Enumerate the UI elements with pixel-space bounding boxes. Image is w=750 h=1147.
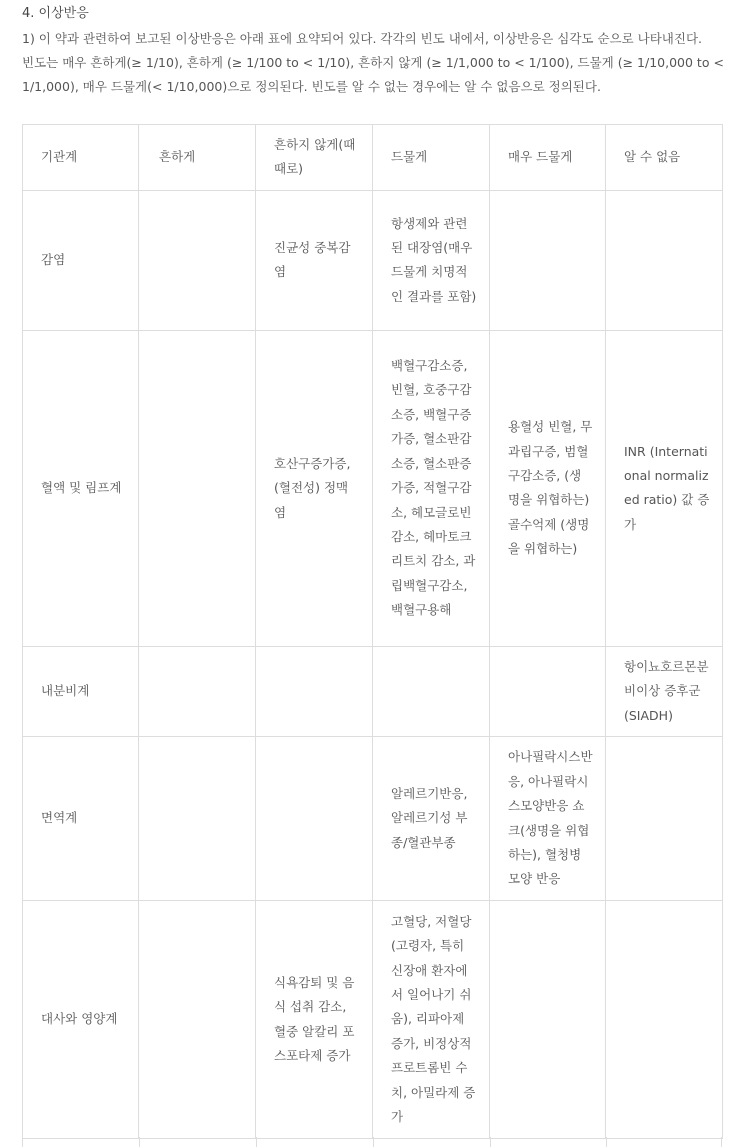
table-row [23, 330, 723, 646]
cell-rare: 고혈당, 저혈당 (고령자, 특히 신장애 환자에서 일어나기 쉬움), 리파아제 증가, 비정상적 프로트롬빈 수치, 아밀라제 증가 [373, 901, 490, 1139]
next-table-row-partial [22, 1137, 722, 1147]
cell-organ: 대사와 영양계 [23, 901, 139, 1139]
cell-unknown: INR (International normalized ratio) 값 증가 [606, 330, 723, 646]
header-unknown: 알 수 없음 [606, 125, 723, 191]
table-row [23, 190, 723, 330]
cell-common [139, 737, 256, 901]
cell-unknown [606, 901, 723, 1139]
section-intro-paragraph: 1) 이 약과 관련하여 보고된 이상반응은 아래 표에 요약되어 있다. 각각의 빈도 내에서, 이상반응은 심각도 순으로 나타내진다. 빈도는 매우 흔하게(≥ 1/10), 흔하게 (≥ 1/100 to < 1/10), 흔하지 않게 (≥ 1/1,000 to < 1/100), 드물게 (≥ 1/10,000 to < 1/1,000), 매우 드물게(< 1/10,000)으로 정의된다. 빈도를 알 수 없는 경우에는 알 수 없음으로 정의된다. [22, 31, 724, 94]
table-row [23, 646, 723, 736]
cell-rare: 알레르기반응, 알레르기성 부종/혈관부종 [373, 737, 490, 901]
cell-organ: 혈액 및 림프계 [23, 330, 139, 646]
header-rare: 드물게 [373, 125, 490, 191]
cell-organ: 감염 [23, 190, 139, 330]
cell-very-rare: 아나필락시스반응, 아나필락시스모양반응 쇼크(생명을 위협하는), 혈청병모양 반응 [490, 737, 606, 901]
adverse-reactions-table [22, 124, 723, 1139]
cell-common [139, 330, 256, 646]
cell-unknown: 항이뇨호르몬분비이상 증후군(SIADH) [606, 646, 723, 736]
table-row [23, 901, 723, 1139]
section-heading: 4. 이상반응 [22, 6, 89, 21]
cell-very-rare [490, 190, 606, 330]
cell-unknown [606, 190, 723, 330]
cell-unknown [606, 737, 723, 901]
cell-uncommon [256, 646, 373, 736]
cell-very-rare [490, 646, 606, 736]
table-header-row [23, 125, 723, 191]
header-common: 흔하게 [139, 125, 256, 191]
cell-rare [373, 646, 490, 736]
cell-rare: 백혈구감소증, 빈혈, 호중구감소증, 백혈구증가증, 혈소판감소증, 혈소판증가증, 적혈구감소, 헤모글로빈 감소, 헤마토크리트치 감소, 과립백혈구감소, 백혈구용해 [373, 330, 490, 646]
cell-organ: 면역계 [23, 737, 139, 901]
table-row [23, 737, 723, 901]
header-uncommon: 흔하지 않게(때때로) [256, 125, 373, 191]
cell-uncommon: 진균성 중복감염 [256, 190, 373, 330]
cell-rare: 항생제와 관련된 대장염(매우 드물게 치명적인 결과를 포함) [373, 190, 490, 330]
cell-very-rare: 용혈성 빈혈, 무과립구증, 범혈구감소증, (생명을 위협하는) 골수억제 (생명을 위협하는) [490, 330, 606, 646]
cell-common [139, 190, 256, 330]
cell-common [139, 901, 256, 1139]
cell-uncommon: 식욕감퇴 및 음식 섭취 감소, 혈중 알칼리 포스포타제 증가 [256, 901, 373, 1139]
cell-uncommon [256, 737, 373, 901]
cell-common [139, 646, 256, 736]
cell-very-rare [490, 901, 606, 1139]
cell-organ: 내분비계 [23, 646, 139, 736]
header-organ-system: 기관계 [23, 125, 139, 191]
header-very-rare: 매우 드물게 [490, 125, 606, 191]
cell-uncommon: 호산구증가증, (혈전성) 정맥염 [256, 330, 373, 646]
